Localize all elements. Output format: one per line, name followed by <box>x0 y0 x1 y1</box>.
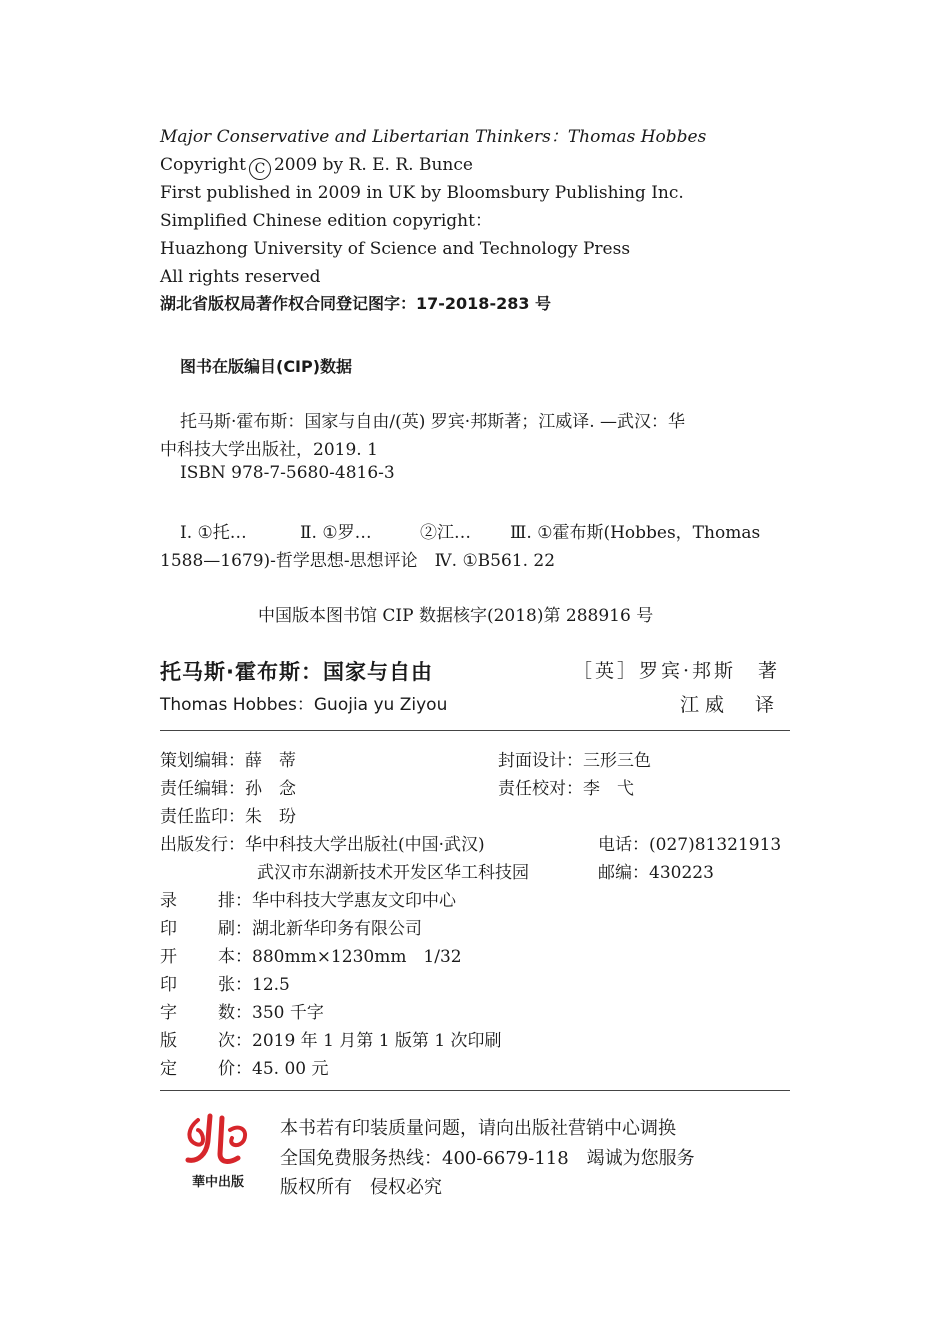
cip-class-1d: Ⅲ. ①霍布斯(Hobbes，Thomas <box>510 523 761 543</box>
cip-entry-line1: 托马斯·霍布斯：国家与自由/(英) 罗宾·邦斯著；江威译. —武汉：华 <box>180 412 686 432</box>
rights: All rights reserved <box>160 267 321 287</box>
credit-value: 朱 玢 <box>245 807 296 827</box>
credit-label: 责任校对： <box>498 779 583 799</box>
credit-label-b: 刷： <box>218 919 252 939</box>
credit-label: 责任监印： <box>160 807 245 827</box>
publisher-logo-icon <box>178 1110 258 1195</box>
credit-value: 880mm×1230mm 1/32 <box>252 947 462 967</box>
credit-value: 430223 <box>649 863 714 883</box>
copyright-line <box>160 153 473 180</box>
credit-label-a: 定 <box>160 1059 177 1079</box>
credit-price <box>160 1054 328 1079</box>
credit-phone <box>598 830 781 855</box>
credit-supervisor <box>160 802 296 827</box>
credit-typesetting <box>160 886 456 911</box>
credit-proofreader <box>498 774 634 799</box>
divider-bottom <box>160 1090 790 1091</box>
credit-value: 华中科技大学惠友文印中心 <box>252 891 456 911</box>
copyright-holder: 2009 by R. E. R. Bunce <box>273 155 473 175</box>
credit-value: (027)81321913 <box>649 835 782 855</box>
credit-value: 350 千字 <box>252 1003 324 1023</box>
credit-label: 封面设计： <box>498 751 583 771</box>
copyright-prefix: Copyright <box>160 155 246 175</box>
notice-line1: 本书若有印装质量问题，请向出版社营销中心调换 <box>280 1118 676 1139</box>
credit-label-a: 版 <box>160 1031 177 1051</box>
credit-value: 12.5 <box>252 975 290 995</box>
book-translator: 江威 译 <box>679 694 780 716</box>
credit-value: 孙 念 <box>245 779 296 799</box>
copyright-icon: C <box>249 158 271 180</box>
credit-label-a: 开 <box>160 947 177 967</box>
credit-publisher <box>160 830 485 855</box>
credit-edition <box>160 1026 502 1051</box>
notice-line3: 版权所有 侵权必究 <box>280 1177 442 1198</box>
credit-value: 湖北新华印务有限公司 <box>252 919 422 939</box>
credit-responsible-editor <box>160 774 296 799</box>
credit-value: 李 弋 <box>583 779 634 799</box>
credit-format <box>160 942 462 967</box>
cip-approval: 中国版本图书馆 CIP 数据核字(2018)第 288916 号 <box>258 606 654 626</box>
cip-entry-line2: 中科技大学出版社，2019. 1 <box>160 440 378 460</box>
cip-class-1a: Ⅰ. ①托… <box>180 523 247 543</box>
credit-label-b: 张： <box>218 975 252 995</box>
credit-label-a: 印 <box>160 919 177 939</box>
credit-label: 邮编： <box>598 863 649 883</box>
simplified-edition: Simplified Chinese edition copyright： <box>160 211 492 231</box>
credit-words <box>160 998 324 1023</box>
credit-label-a: 印 <box>160 975 177 995</box>
book-author: ［英］罗宾·邦斯 著 <box>572 660 780 682</box>
publisher-en: Huazhong University of Science and Technology Press <box>160 239 631 259</box>
cip-class-2: 1588—1679)-哲学思想-思想评论 Ⅳ. ①B561. 22 <box>160 551 556 571</box>
credit-label-b: 本： <box>218 947 252 967</box>
credit-value: 三形三色 <box>583 751 651 771</box>
credit-value: 45. 00 元 <box>252 1059 329 1079</box>
cip-isbn: ISBN 978-7-5680-4816-3 <box>180 463 395 483</box>
credit-label: 责任编辑： <box>160 779 245 799</box>
credit-label-b: 数： <box>218 1003 252 1023</box>
divider-top <box>160 730 790 731</box>
book-title-cn: 托马斯·霍布斯：国家与自由 <box>160 660 433 684</box>
credit-address: 武汉市东湖新技术开发区华工科技园 <box>257 863 529 883</box>
credit-label-a: 字 <box>160 1003 177 1023</box>
credit-label-b: 排： <box>218 891 252 911</box>
credit-label: 出版发行： <box>160 835 245 855</box>
cip-heading: 图书在版编目(CIP)数据 <box>180 357 353 376</box>
book-title-pinyin: Thomas Hobbes：Guojia yu Ziyou <box>160 695 448 715</box>
cip-class-1c: ②江… <box>420 523 471 543</box>
credit-value: 薛 蒂 <box>245 751 296 771</box>
credit-label: 策划编辑： <box>160 751 245 771</box>
credit-value: 华中科技大学出版社(中国·武汉) <box>245 835 485 855</box>
registration-number: 湖北省版权局著作权合同登记图字：17-2018-283 号 <box>160 294 552 313</box>
credit-printing <box>160 914 422 939</box>
credit-label: 电话： <box>598 835 649 855</box>
first-published: First published in 2009 in UK by Bloomsbury Publishing Inc. <box>160 183 684 203</box>
credit-cover-design <box>498 746 651 771</box>
credit-postcode <box>598 858 714 883</box>
credit-label-a: 录 <box>160 891 177 911</box>
notice-line2: 全国免费服务热线：400-6679-118 竭诚为您服务 <box>280 1148 695 1169</box>
credit-label-b: 价： <box>218 1059 252 1079</box>
logo-caption: 華中出版 <box>191 1175 245 1190</box>
credit-value: 2019 年 1 月第 1 版第 1 次印刷 <box>252 1031 502 1051</box>
cip-class-1b: Ⅱ. ①罗… <box>300 523 372 543</box>
credit-label-b: 次： <box>218 1031 252 1051</box>
original-title: Major Conservative and Libertarian Thinkers：Thomas Hobbes <box>160 127 707 147</box>
credit-planning-editor <box>160 746 296 771</box>
credit-sheets <box>160 970 290 995</box>
